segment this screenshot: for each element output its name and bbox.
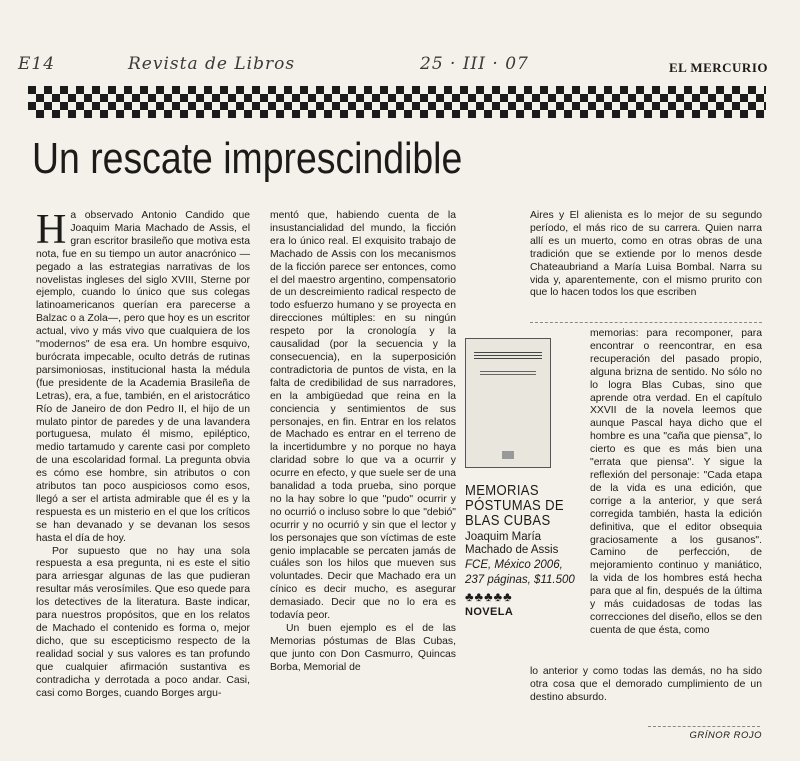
article-column-3-bottom (530, 666, 762, 705)
article-column-2 (270, 210, 456, 675)
rating-stars: ♣♣♣♣♣ (465, 589, 513, 604)
paragraph: Un buen ejemplo es el de las Memorias póstumas de Blas Cubas, que junto con Don Casmurro, Quincas Borba, Memorial de (270, 623, 456, 673)
book-genre: NOVELA (465, 606, 514, 618)
book-pages-price: 237 páginas, $11.500 (465, 574, 575, 586)
handwritten-page-number: E14 (18, 54, 56, 74)
drop-cap: H (36, 207, 67, 253)
author-byline: GRÍNOR ROJO (689, 730, 762, 741)
paragraph: a observado Antonio Candido que Joaquim Maria Machado de Assis, el gran escritor brasileño que motiva esta nota, fue en su tiempo un autor anacrónico —pegado a las estrategias narrativas de los novelistas ingleses del siglo XVIII, Sterne por ejemplo, cuando lo único que sus colegas latinoamericanos querían era parecerse a Balzac o a Zola—, pero que hoy es un escritor actual, vivo y más vivo que cualquiera de los "modernos" de esa era. Un hombre esquivo, burócrata impecable, oculto detrás de rutinas parsimoniosas, institucional hasta la médula (fue presidente de la Academia Brasileña de Letras), era, a fue, también, en el aristocrático Río de Janeiro de don Pedro II, el hijo de un mulato pintor de paredes y de una lavandera portuguesa, mulato él mismo, epiléptico, medio tartamudo y carente casi por completo de una escolaridad formal. La pregunta obvia es cómo ese hombre, sin atributos o con atributos tan poco auspiciosos como esos, llegó a ser el artista admirable que él es y la respuesta es un misterio en el que los críticos se han devanado y se devanan los sesos hasta el día de hoy. (36, 210, 250, 544)
divider (648, 726, 760, 727)
book-author: Joaquim María Machado de Assis (465, 531, 559, 556)
paragraph: lo anterior y como todas las demás, no ha sido otra cosa que el demorado cumplimiento de un destino absurdo. (530, 666, 762, 703)
paragraph: memorias: para recomponer, para encontrar o reencontrar, en esa recuperación del pasado propio, alguna brizna de sentido. No sólo no lo logra Blas Cubas, sino que aprende otra verdad. En el capítulo XXVII de la novela leemos que aunque Pascal haya dicho que el hombre es una "caña que piensa", lo cierto es que es más bien una "errata que piensa". Y sigue la reflexión del personaje: "Cada etapa de la vida es una edición, que corrige a la anterior, y que será corregida también, hasta la edición definitiva, que el editor obsequia graciosamente a los gusanos". Camino de perfección, de mejoramiento continuo y maniático, la vida de los hombres está hecha para que al fin, después de la última y más cuidadosas de todas las correcciones del diseño, ellos se den cuenta de que ésta, como (590, 328, 762, 636)
article-headline: Un rescate imprescindible (32, 134, 463, 183)
article-column-3-middle (590, 328, 762, 638)
article-column-3-top (530, 210, 762, 300)
paragraph: Aires y El alienista es lo mejor de su segundo período, el más rico de su carrera. Quien narra allí es un muerto, como en otras obras de una tradición que se extiende por lo menos desde Chateaubriand a María Luisa Bombal. Narra su vida y, aparentemente, con el mismo prurito con que lo hacen todos los que escriben (530, 210, 762, 299)
book-info-box (465, 484, 585, 618)
paragraph: mentó que, habiendo cuenta de la insustancialidad del mundo, la ficción era lo único real. El exquisito trabajo de Machado de Assis con los mecanismos de la ficción parece ser entonces, como el del maestro argentino, compensatorio de un descreimiento radical respecto de todo esfuerzo humano y se proyecta en direcciones múltiples: en su ningún respeto por la cronología y la causalidad (por la secuencia y la consecuencia), en la superposición contradictoria de puntos de vista, en la falta de credibilidad de sus narradores, en la ambigüedad que reina en la conciencia y sentimientos de sus personajes, en fin. Entrar en los relatos de Machado es entrar en el terreno de la incertidumbre y no porque no haya claridad sobre lo que va a ocurrir y ocurre en efecto, y que suele ser de una banalidad a toda prueba, sino porque no la hay sobre lo que "pudo" ocurrir y no ocurrió o incluso sobre lo que "debió" ocurrir y no ocurrió y sin que el lector y los personajes que son víctimas de este genio implacable se percaten jamás de cuáles son los hilos que mueven sus voluntades. Decir que Machado era un cínico es decir mucho, es asegurar demasiado. Decir que no lo era es todavía peor. (270, 210, 456, 622)
handwritten-date: 25 · III · 07 (420, 54, 529, 74)
article-column-1 (36, 207, 250, 700)
paragraph: Por supuesto que no hay una sola respuesta a esa pregunta, ni es este el sitio para arriesgar algunas de las que pudieran resultar más verosímiles. Que eso quede para los detectives de la literatura. Baste indicar, para nuestros propósitos, que en los relatos de Machado el contenido es forma o, mejor dicho, que su escepticismo respecto de la realidad social y sus valores es tan profundo que cualquier afirmación sustantiva es contradicha y derrotada a poco andar. Casi, casi como Borges, cuando Borges argu- (36, 545, 250, 699)
handwritten-section: Revista de Libros (128, 54, 296, 74)
book-title: MEMORIAS PÓSTUMAS DE BLAS CUBAS (465, 483, 564, 529)
decorative-checker-band (28, 86, 766, 118)
book-cover-image (465, 338, 551, 468)
book-publisher: FCE, México 2006, (465, 559, 563, 571)
newspaper-name: EL MERCURIO (668, 60, 768, 75)
divider (530, 322, 762, 323)
